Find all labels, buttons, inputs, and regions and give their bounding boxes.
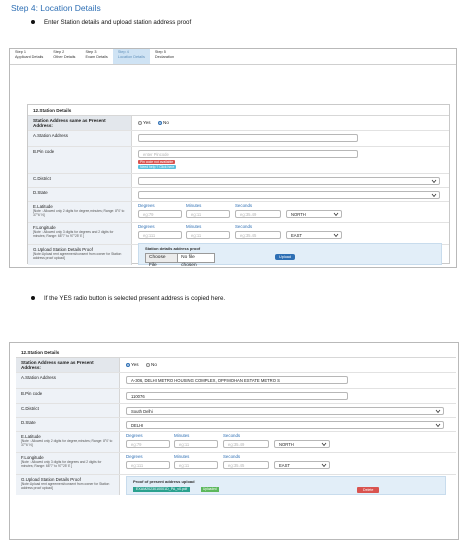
row-latitude — [28, 202, 449, 223]
lon-seconds-input[interactable]: eg:35.45 — [235, 231, 281, 239]
label-same-address: Station Address same as Present Address: — [28, 116, 132, 130]
radio-yes-circle — [138, 121, 142, 125]
row-station-address — [16, 373, 456, 389]
chevron-down-icon — [321, 442, 327, 447]
label-district: C.District — [16, 404, 120, 417]
lon-degrees-input[interactable]: eg:111 — [138, 231, 182, 239]
seconds-label: Seconds — [223, 454, 241, 459]
lat-degrees-input[interactable]: eg:79 — [138, 210, 182, 218]
tab-step-1[interactable]: Step 1 Applicant Details — [15, 50, 44, 59]
chevron-down-icon — [333, 212, 339, 217]
radio-yes-circle — [126, 363, 130, 367]
degrees-label: Degrees — [138, 203, 155, 208]
radio-no-circle — [146, 363, 150, 367]
upload-box — [138, 243, 442, 268]
lat-direction-select[interactable]: NORTH — [274, 440, 330, 448]
lon-direction-select[interactable]: EAST — [286, 231, 342, 239]
chevron-down-icon — [333, 233, 339, 238]
card-title: 12.Station Details — [28, 105, 449, 116]
row-station-address — [28, 131, 449, 147]
label-longitude: F.Longitude [Note : Allowed only 3 digits for degrees and 2 digits for minutes; Range: 68°7' to 97°25' E ] — [16, 453, 120, 474]
delete-button[interactable]: Delete — [357, 487, 379, 493]
label-upload-proof: G.Upload Station Details Proof [Note:Upload rent agreement/consent from owner for Station address proof upload] — [16, 475, 120, 495]
form-panel-1 — [9, 48, 457, 268]
pin-code-input[interactable]: 110076 — [126, 392, 348, 400]
row-district — [16, 404, 456, 418]
label-upload-proof: G.Upload Station Details Proof [Note:Upload rent agreement/consent from owner for Station address proof upload] — [28, 245, 132, 265]
lat-direction-select[interactable]: NORTH — [286, 210, 342, 218]
upload-box — [126, 476, 446, 495]
step-tabs — [10, 49, 456, 65]
degrees-label: Degrees — [138, 224, 155, 229]
choose-file-button[interactable]: Choose File — [146, 254, 178, 262]
lon-minutes-input[interactable]: eg:11 — [174, 461, 218, 469]
row-same-address — [28, 116, 449, 131]
chevron-down-icon — [435, 409, 441, 414]
station-details-card — [27, 104, 450, 268]
lat-minutes-input[interactable]: eg:11 — [186, 210, 230, 218]
degrees-label: Degrees — [126, 433, 143, 438]
state-select[interactable] — [138, 191, 440, 199]
label-same-address: Station Address same as Present Address: — [16, 358, 120, 372]
seconds-label: Seconds — [235, 224, 253, 229]
bullet-text: If the YES radio button is selected present address is copied here. — [44, 295, 226, 302]
pin-code-input[interactable]: enter Pincode — [138, 150, 358, 158]
pin-help-link[interactable]: Need help ? Click here — [140, 165, 175, 169]
lat-minutes-input[interactable]: eg:11 — [174, 440, 218, 448]
lon-seconds-input[interactable]: eg:35.45 — [223, 461, 269, 469]
label-pin-code: B.Pin code — [28, 147, 132, 173]
upload-title: Proof of present address upload — [133, 479, 195, 484]
label-latitude: E.Latitude [Note : Allowed only 2 digits for degree,minutes; Range: 8°0' to 37°6' N] — [16, 432, 120, 452]
minutes-label: Minutes — [174, 454, 190, 459]
district-select[interactable] — [138, 177, 440, 185]
lat-seconds-input[interactable]: eg:35.49 — [235, 210, 281, 218]
chevron-down-icon — [321, 463, 327, 468]
tab-step-5[interactable]: Step 5 Declaration — [154, 50, 175, 59]
row-upload-proof — [16, 475, 456, 495]
chevron-down-icon — [431, 179, 437, 184]
degrees-label: Degrees — [126, 454, 143, 459]
row-latitude — [16, 432, 456, 453]
lon-minutes-input[interactable]: eg:11 — [186, 231, 230, 239]
bullet-dot — [31, 296, 35, 300]
label-district: C.District — [28, 174, 132, 187]
radio-yes[interactable]: Yes — [126, 362, 139, 367]
label-latitude: E.Latitude [Note : Allowed only 2 digits for degree,minutes; Range: 8°0' to 37°6' N] — [28, 202, 132, 222]
chevron-down-icon — [431, 193, 437, 198]
label-station-address: A.Station Address — [16, 373, 120, 388]
district-select[interactable]: South Delhi — [126, 407, 444, 415]
tab-step-4[interactable]: Step 4 Location Details — [113, 49, 150, 64]
uploaded-status-badge: Uploaded — [203, 487, 217, 491]
radio-yes[interactable]: Yes — [138, 120, 151, 125]
state-select[interactable]: DELHI — [126, 421, 444, 429]
station-address-input[interactable]: A-306, DELHI METRO HOUSING COMPLEX, OPP.MOHAN ESTATE METRO S — [126, 376, 348, 384]
tab-step-2[interactable]: Step 2 Other Details — [53, 50, 76, 59]
lon-direction-select[interactable]: EAST — [274, 461, 330, 469]
radio-no[interactable]: No — [146, 362, 157, 367]
seconds-label: Seconds — [235, 203, 253, 208]
row-longitude — [28, 223, 449, 245]
upload-title: Station details address proof — [145, 246, 201, 251]
row-upload-proof — [28, 245, 449, 268]
row-district — [28, 174, 449, 188]
station-details-card-2 — [16, 347, 456, 539]
label-pin-code: B.Pin code — [16, 389, 120, 403]
bullet-instruction-1 — [31, 19, 191, 26]
file-name-text: No file chosen — [181, 255, 197, 268]
minutes-label: Minutes — [186, 224, 202, 229]
minutes-label: Minutes — [174, 433, 190, 438]
lat-degrees-input[interactable]: eg:79 — [126, 440, 170, 448]
bullet-instruction-2 — [31, 295, 225, 302]
row-pin-code — [28, 147, 449, 174]
row-state — [16, 418, 456, 432]
bullet-dot — [31, 20, 35, 24]
minutes-label: Minutes — [186, 203, 202, 208]
label-state: D.State — [16, 418, 120, 431]
upload-button[interactable]: Upload — [275, 254, 295, 260]
label-longitude: F.Longitude [Note : Allowed only 3 digits for degrees and 2 digits for minutes; Range: 68°7' to 97°25' E ] — [28, 223, 132, 244]
section-heading: Step 4: Location Details — [11, 3, 101, 13]
label-station-address: A.Station Address — [28, 131, 132, 146]
lon-degrees-input[interactable]: eg:111 — [126, 461, 170, 469]
row-state — [28, 188, 449, 202]
lat-seconds-input[interactable]: eg:35.49 — [223, 440, 269, 448]
chevron-down-icon — [435, 423, 441, 428]
uploaded-file-name[interactable]: EXAM2023010001D_PA_v0.pdf — [133, 487, 190, 492]
radio-no[interactable]: No — [158, 120, 169, 125]
card-title: 12.Station Details — [16, 347, 456, 358]
tab-step-3[interactable]: Step 3 Exam Details — [85, 50, 108, 59]
pin-error-badge: Pin code not available — [140, 160, 174, 164]
bullet-text: Enter Station details and upload station address proof — [44, 19, 192, 26]
label-state: D.State — [28, 188, 132, 201]
radio-no-circle — [158, 121, 162, 125]
file-input[interactable] — [145, 253, 215, 268]
row-longitude — [16, 453, 456, 475]
row-pin-code — [16, 389, 456, 404]
row-same-address — [16, 358, 456, 373]
seconds-label: Seconds — [223, 433, 241, 438]
station-address-input[interactable] — [138, 134, 358, 142]
form-panel-2 — [9, 342, 459, 540]
